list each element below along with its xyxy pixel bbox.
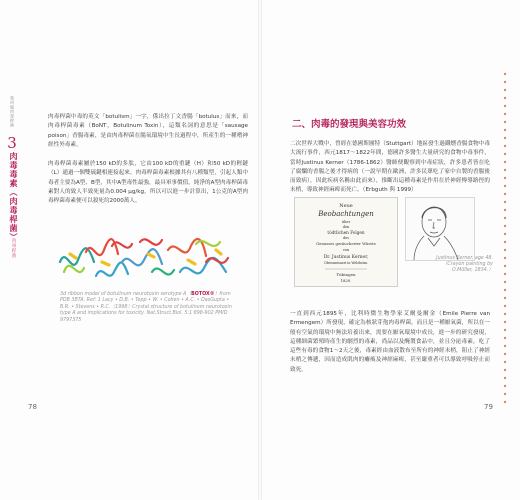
book-line-3: über — [341, 220, 351, 224]
caption-suffix: ）from PDB 3BTA. Ref: 1 Lacy • D.B. • Tepp • W. • Cohen • A.C. • DasGupta • B.R. • Stevens • R.C.（1998）Crystal structure of botulinum neurotoxin type A and implications for toxicity. Nat.Struct.Biol. 5:1 898-902 PMID 9797375 — [60, 292, 232, 323]
book-line-10: Oberamtsarzt in Welzheim. — [324, 261, 368, 265]
book-line-9: Dr. Justinus Kerner, — [323, 255, 369, 260]
portrait-sketch-image — [405, 197, 475, 261]
historical-title-page-image — [294, 197, 398, 287]
left-page-number: 78 — [28, 403, 37, 411]
book-line-2: Beobachtungen — [318, 210, 374, 218]
caption-prefix: 3d ribbon model of botulinum neurotoxin serotype A（ — [60, 292, 192, 297]
caption-brand: BOTOX® — [191, 292, 215, 297]
right-paragraph-2: 一直到西元1895年，比利時微生物學家艾爾曼爾金（Emile Pierre van Ermengem）所發現，確定為核狀芽孢肉毒桿菌，而且是一種厭氧菌，所以在一般有空氣的環境中無法培養出來，需要在厭氧環境中成長，進一步的研究發現，這種細菌繁殖時產生的劇烈的毒素，尚品以及醃製食品中，並且分泌毒素。吃了這些有毒的食物1～2天之後，毒素經由血液散布至所有的神經末梢，阻止了神經末梢之傳遞，因而造成肌肉的癱瘓及神經麻痺，甚至嚴重者可以導致呼吸停止而致死。 — [290, 311, 490, 373]
portrait-caption: Justinus Kerner, age 48.（Crayon painting by O.Mü̈ller, 1834.） — [436, 256, 493, 273]
title-page-svg — [295, 198, 397, 286]
chapter-number: 3 — [7, 134, 17, 152]
left-paragraph-1: 肉毒桿菌中毒的英文「botulism」一字，係出拉丁文香腸「botulus」而來，而肉毒桿菌毒素（BoNT，Botulinum Toxin），這類名詞的意思是「sausage poison」香腸毒素，是由肉毒桿菌在腸氧環境中生長過程中，所產生的一種嗜神經性外毒素。 — [48, 114, 248, 148]
right-paragraph-1: 二次世界大戰中，曾經在德國斯圖特（Stuttgart）地區發生過鐵燻香腸食物中毒大流行事件，西元1817～1822年間，德國許多醫生大量研究的食物中毒事件，當時Justinus Kerner（1786-1862）醫師便觀察到中毒症狀，許多患者皆在吃了腐爛的香腸之後才得病的（一說早期在歐洲，許多民眾吃了家中自製的香腸後而致病），因此疾病名稱由此而來），推斷出這種毒素是作用在於神經傳導路徑的末梢，導致神經麻痺而死亡。（Erbguth 與 1999） — [290, 141, 490, 194]
figure-caption — [60, 292, 238, 324]
book-line-6: des — [342, 236, 350, 240]
book-line-12: 1820. — [340, 278, 352, 283]
chapter-title: 肉毒毒素（肉毒桿菌） — [9, 152, 18, 242]
protein-ribbon-svg — [56, 232, 232, 290]
right-page-number: 79 — [484, 403, 493, 411]
book-line-7: Genusses geräucherter Würste — [316, 241, 376, 246]
section-heading: 二、肉毒的發現與美容功效 — [292, 119, 407, 130]
portrait-svg — [406, 198, 474, 260]
left-paragraph-2: 肉毒桿菌毒素屬於150 kD的多肽，它由100 kD的重鏈（H）和50 kD的輕鏈（L）通過一個雙硫鍵相連接起來。肉毒桿菌毒素根據其有八種類型，引起人類中毒者主要為A型、B型，其中A型毒性最強，最具軍事價值。純淨的A型肉毒桿菌毒素對人的致人半致死量為0.004 μg/kg，所以可以進一步計算出，1公克的A型肉毒桿菌毒素便可以殺死約2000萬人。 — [48, 161, 248, 205]
decorative-dot-column — [502, 70, 508, 410]
chapter-subtitle: 肉毒桿菌 — [11, 238, 16, 258]
side-tab-small-text: 我叫做肉毒桿菌 — [10, 96, 15, 128]
book-line-8: von — [342, 248, 350, 252]
book-line-4: den — [342, 225, 350, 229]
book-line-5: tödtlichen Folgen — [327, 230, 365, 235]
book-line-1: Neue — [339, 203, 353, 209]
protein-ribbon-illustration — [56, 232, 232, 290]
book-line-11: Tübingen — [336, 272, 356, 277]
